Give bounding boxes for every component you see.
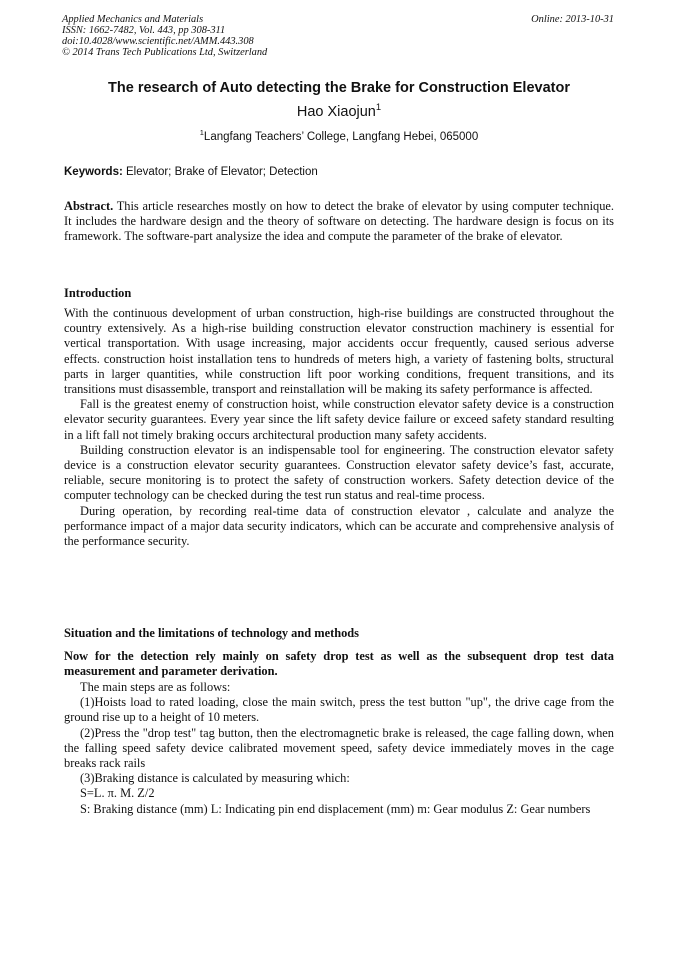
- paragraph: Building construction elevator is an indispensable tool for engineering. The construction elevator safety device is a construction elevator security guarantees. Construction elevator safety device’s fast, accurate, reliable, secure monitoring is to protect the safety of construction workers. Safety detection device of the computer technology can be checked during the test run status and real-time process.: [64, 442, 614, 503]
- affiliation: [40, 129, 638, 145]
- section-heading-introduction: Introduction: [64, 286, 132, 300]
- affiliation-text: Langfang Teachers’ College, Langfang Hebei, 065000: [203, 131, 479, 143]
- abstract-text: This article researches mostly on how to detect the brake of elevator by using computer technique. It includes the hardware design and the theory of software on detecting. The hardware design is focus on its framework. The software-part analysize the idea and compute the parameter of the brake of elevator.: [64, 199, 614, 244]
- introduction-body: [64, 306, 614, 549]
- issn-line: ISSN: 1662-7482, Vol. 443, pp 308-311: [62, 25, 226, 36]
- paragraph: (2)Press the "drop test" tag button, then the electromagnetic brake is released, the cage falling down, when the falling speed safety device calibrated movement speed, safety device immediately moves in the cage breaks rack rails: [64, 725, 614, 771]
- paragraph: During operation, by recording real-time data of construction elevator , calculate and analyze the performance impact of a major data security indicators, which can be accurate and comprehensive analysis of the performance security.: [64, 503, 614, 549]
- section-heading-situation: Situation and the limitations of technology and methods: [64, 626, 360, 640]
- keywords-text: Elevator; Brake of Elevator; Detection: [122, 166, 318, 178]
- author-name: Hao Xiaojun: [296, 104, 376, 120]
- paragraph: With the continuous development of urban construction, high-rise buildings are constructed throughout the country extensively. As a high-rise building construction elevator construction machinery is essential for vertical transportation. With usage increasing, major accidents occur frequently, caused serious adverse effects. construction hoist installation tens to hundreds of meters high, a variety of fastening bolts, structural parts in larger quantities, while construction lift poor working conditions, frequent transitions, and its transitions must disassemble, transport and reinstallation will be making its safety performance is affected.: [64, 306, 614, 397]
- online-date: Online: 2013-10-31: [531, 14, 614, 25]
- keywords-label: Keywords:: [64, 166, 123, 178]
- paper-title: The research of Auto detecting the Brake for Construction Elevator: [108, 80, 570, 96]
- keywords: [64, 164, 614, 180]
- paragraph: S: Braking distance (mm) L: Indicating pin end displacement (mm) m: Gear modulus Z: Gear numbers: [80, 801, 591, 816]
- paragraph: (3)Braking distance is calculated by measuring which:: [80, 771, 350, 786]
- journal-header: [62, 14, 267, 58]
- abstract: [64, 199, 614, 245]
- author: [40, 103, 638, 121]
- affiliation-sup: 1: [199, 128, 204, 138]
- author-sup: 1: [375, 101, 382, 113]
- paragraph: Fall is the greatest enemy of construction hoist, while construction elevator safety device is a construction elevator security guarantees. Every year since the lift safety device failure or exceed safety standard resulting in a lift fall not timely braking occurs architectural production many safety accidents.: [64, 397, 614, 442]
- formula: S=L. π. M. Z/2: [80, 786, 155, 801]
- paragraph: (1)Hoists load to rated loading, close the main switch, press the test button "up", the drive cage from the ground rise up to a height of 10 meters.: [64, 695, 614, 725]
- doi-line: doi:10.4028/www.scientific.net/AMM.443.308: [62, 36, 254, 47]
- situation-body: [64, 680, 614, 817]
- abstract-label: Abstract.: [64, 199, 114, 213]
- paragraph: The main steps are as follows:: [80, 680, 231, 694]
- copyright-line: © 2014 Trans Tech Publications Ltd, Switzerland: [62, 47, 268, 58]
- journal-name: Applied Mechanics and Materials: [62, 14, 204, 25]
- bold-lead-paragraph: Now for the detection rely mainly on safety drop test as well as the subsequent drop test data measurement and parameter derivation.: [64, 649, 614, 679]
